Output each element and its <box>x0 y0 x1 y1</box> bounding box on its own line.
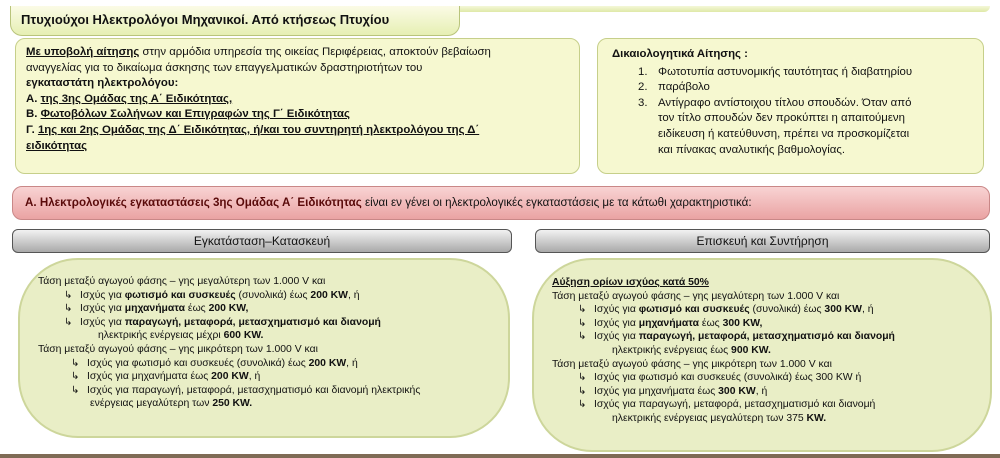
arrow-bullet-icon: ↳ <box>64 289 73 301</box>
list-item-continuation: ηλεκτρικής ενέργειας μέχρι 600 KW. <box>98 330 264 342</box>
group-title-high-voltage: Τάση μεταξύ αγωγού φάσης – γης μεγαλύτερη των 1.000 V και <box>38 276 326 287</box>
group-title-high-voltage: Τάση μεταξύ αγωγού φάσης – γης μεγαλύτερη των 1.000 V και <box>552 290 840 302</box>
list-item: ↳ Ισχύς για παραγωγή, μεταφορά, μετασχηματισμό και διανομή <box>552 330 972 344</box>
intro-lead: Με υποβολή αίτησης <box>26 46 140 58</box>
column-header-maintenance: Επισκευή και Συντήρηση <box>535 229 990 253</box>
intro-item-b: Β. Φωτοβόλων Σωλήνων και Επιγραφών της Γ΄ Ειδικότητας <box>26 108 350 121</box>
maintenance-oval <box>532 258 992 452</box>
arrow-bullet-icon: ↳ <box>578 385 587 397</box>
arrow-bullet-icon: ↳ <box>71 371 80 383</box>
list-item: ↳ Ισχύς για μηχανήματα έως 300 KW, ή <box>552 385 972 399</box>
arrow-bullet-icon: ↳ <box>64 303 73 315</box>
list-item: ↳ Ισχύς για παραγωγή, μεταφορά, μετασχηματισμό και διανομή <box>38 316 488 330</box>
intro-item-c: Γ. 1ης και 2ης Ομάδας της Δ΄ Ειδικότητας, ή/και του συντηρητή ηλεκτρολόγου της Δ΄ <box>26 123 480 136</box>
list-item: ↳ Ισχύς για μηχανήματα έως 300 KW, <box>552 317 972 331</box>
requirements-panel <box>597 38 984 174</box>
list-item-continuation: ηλεκτρικής ενέργειας έως 900 KW. <box>612 344 771 356</box>
arrow-bullet-icon: ↳ <box>71 384 80 396</box>
group-title-low-voltage: Τάση μεταξύ αγωγού φάσης – γης μικρότερη των 1.000 V και <box>38 343 318 355</box>
requirements-list <box>612 65 969 159</box>
arrow-bullet-icon: ↳ <box>578 372 587 384</box>
requirement-item: 3. Αντίγραφο αντίστοιχου τίτλου σπουδών. Όταν από τον τίτλο σπουδών δεν προκύπτει η απαιτούμενη ειδίκευση ή κατεύθυνση, πρέπει να προσκομίζεται και πίνακας αναλυτικής βαθμολογίας. <box>638 96 912 156</box>
arrow-bullet-icon: ↳ <box>71 357 80 369</box>
arrow-bullet-icon: ↳ <box>578 317 587 329</box>
list-item: ↳ Ισχύς για μηχανήματα έως 200 KW, <box>38 302 488 316</box>
intro-line-2: αναγγελίας για το δικαίωμα άσκησης των επαγγελματικών δραστηριοτήτων του <box>26 61 423 74</box>
list-item-continuation: ηλεκτρικής ενέργειας μεγαλύτερη των 375 KW. <box>612 412 827 424</box>
installation-oval <box>18 258 510 438</box>
list-item: ↳ Ισχύς για φωτισμό και συσκευές (συνολικά) έως 200 KW, ή <box>38 289 488 303</box>
list-item: ↳ Ισχύς για παραγωγή, μεταφορά, μετασχηματισμό και διανομή <box>552 398 972 412</box>
top-decor-rule <box>455 6 990 12</box>
intro-panel <box>15 38 580 174</box>
bottom-decor-rule <box>0 454 1000 458</box>
column-header-installation: Εγκατάσταση–Κατασκευή <box>12 229 512 253</box>
section-banner: Α. Ηλεκτρολογικές εγκαταστάσεις 3ης Ομάδας Α΄ Ειδικότητας είναι εν γένει οι ηλεκτρολογικές εγκαταστάσεις με τα κάτωθι χαρακτηριστικά: <box>12 186 990 220</box>
arrow-bullet-icon: ↳ <box>578 304 587 316</box>
intro-item-c-cont: ειδικότητας <box>26 139 87 152</box>
list-item: ↳ Ισχύς για φωτισμό και συσκευές (συνολικά) έως 300 KW, ή <box>552 303 972 317</box>
intro-line-3: εγκαταστάτη ηλεκτρολόγου: <box>26 77 179 90</box>
requirement-item: 2. παράβολο <box>638 81 710 94</box>
list-item: ↳ Ισχύς για μηχανήματα έως 200 KW, ή <box>38 370 488 384</box>
list-item-continuation: ενέργειας μεγαλύτερη των 250 KW. <box>90 398 253 410</box>
list-item: ↳ Ισχύς για φωτισμό και συσκευές (συνολικά) έως 200 KW, ή <box>38 357 488 371</box>
intro-line-1: Με υποβολή αίτησης στην αρμόδια υπηρεσία της οικείας Περιφέρειας, αποκτούν βεβαίωση <box>26 46 491 58</box>
list-item: ↳ Ισχύς για παραγωγή, μεταφορά, μετασχηματισμό και διανομή ηλεκτρικής <box>38 384 488 398</box>
arrow-bullet-icon: ↳ <box>578 399 587 411</box>
group-title-low-voltage: Τάση μεταξύ αγωγού φάσης – γης μικρότερη των 1.000 V και <box>552 358 832 370</box>
requirement-item: 1. Φωτοτυπία αστυνομικής ταυτότητας ή διαβατηρίου <box>638 65 913 78</box>
increase-headline: Αύξηση ορίων ισχύος κατά 50% <box>552 277 709 288</box>
requirements-title: Δικαιολογητικά Αίτησης : <box>612 48 748 60</box>
arrow-bullet-icon: ↳ <box>64 316 73 328</box>
arrow-bullet-icon: ↳ <box>578 331 587 343</box>
list-item: ↳ Ισχύς για φωτισμό και συσκευές (συνολικά) έως 300 KW ή <box>552 371 972 385</box>
page-title: Πτυχιούχοι Ηλεκτρολόγοι Μηχανικοί. Από κτήσεως Πτυχίου <box>10 6 460 36</box>
intro-item-a: Α. της 3ης Ομάδας της Α΄ Ειδικότητας, <box>26 92 233 105</box>
